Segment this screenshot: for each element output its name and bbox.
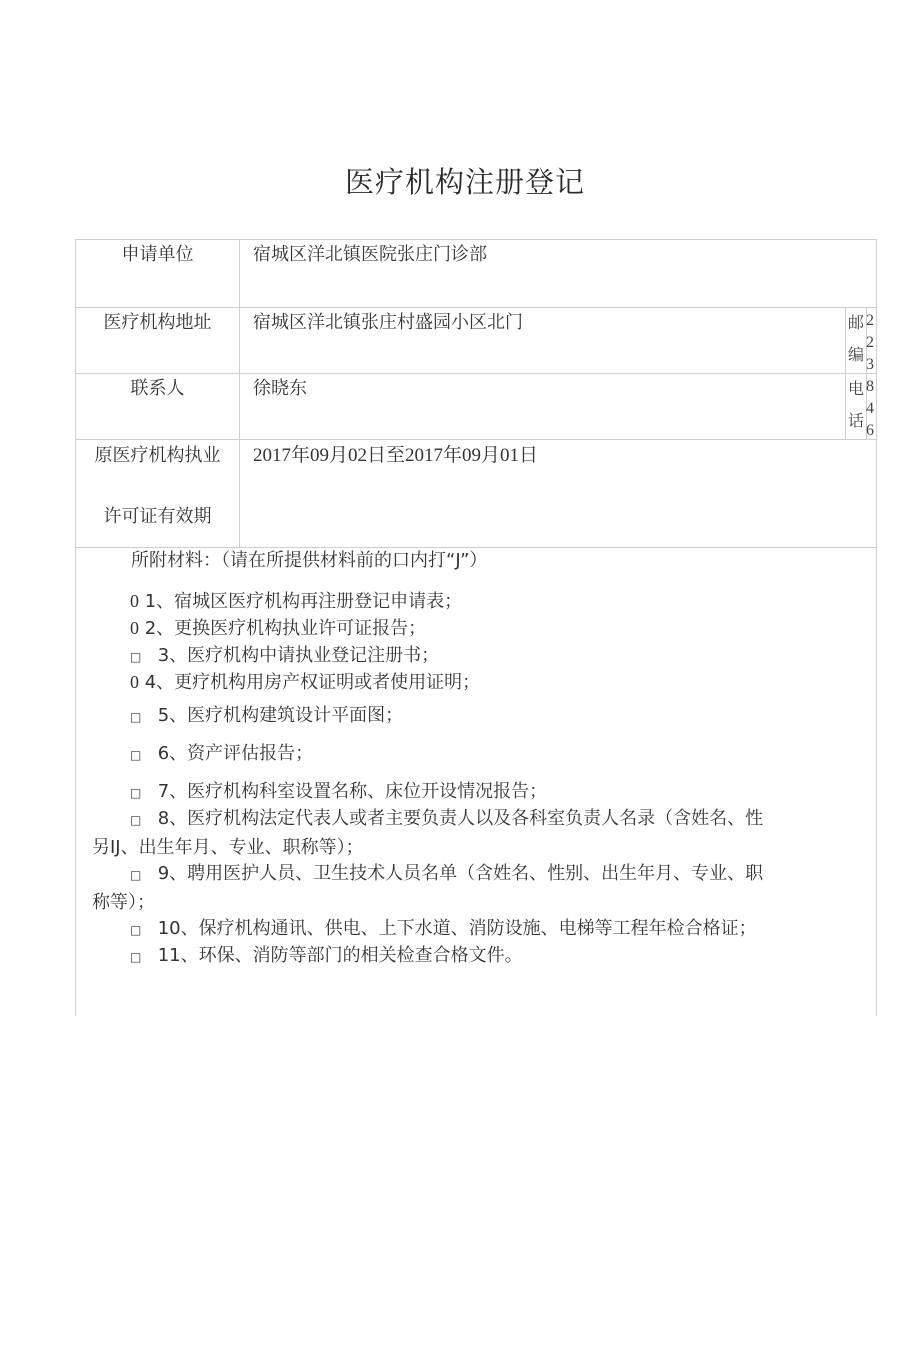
attachment-item bbox=[92, 778, 827, 807]
attachment-mark: 0 bbox=[130, 618, 139, 638]
attachment-text: 5、医疗机构建筑设计平面图； bbox=[157, 705, 404, 726]
contact-value: 徐晓东 bbox=[253, 378, 307, 399]
table-border bbox=[75, 239, 76, 1016]
checkbox-square: □ bbox=[130, 950, 142, 964]
phone-digit: 8 bbox=[866, 378, 874, 395]
phone-label-fragment: 话 bbox=[848, 411, 865, 430]
attachment-text: 6、资产评估报告； bbox=[157, 743, 314, 764]
phone-digit: 4 bbox=[866, 400, 874, 417]
attachment-item bbox=[92, 642, 827, 671]
attachment-text: 11、环保、消防等部门的相关检查合格文件。 bbox=[157, 945, 523, 966]
phone-label-fragment: 电 bbox=[848, 379, 865, 398]
phone-digit: 6 bbox=[866, 422, 874, 439]
attachment-text: 2、更换医疗机构执业许可证报告； bbox=[144, 618, 427, 639]
postcode-digit: 2 bbox=[866, 312, 874, 329]
table-border bbox=[75, 373, 877, 374]
license-label-line2: 许可证有效期 bbox=[103, 506, 212, 527]
license-validity-value: 2017年09月02日至2017年09月01日 bbox=[253, 445, 539, 466]
checkbox-square: □ bbox=[130, 813, 142, 827]
attachment-mark: 0 bbox=[130, 672, 139, 692]
address-label: 医疗机构地址 bbox=[103, 312, 212, 333]
attachment-item bbox=[92, 669, 827, 696]
attachment-item bbox=[92, 860, 827, 916]
address-value: 宿城区洋北镇张庄村盛园小区北门 bbox=[253, 312, 523, 333]
attachment-mark: 0 bbox=[130, 591, 139, 611]
applicant-label: 申请单位 bbox=[121, 244, 194, 265]
attachment-text: 10、保疗机构通讯、供电、上下水道、消防设施、电梯等工程年检合格证； bbox=[157, 918, 757, 939]
checkbox-square: □ bbox=[130, 748, 142, 762]
postcode-label-fragment: 邮 bbox=[848, 313, 865, 332]
attachment-text: 9、聘用医护人员、卫生技术人员名单（含姓名、性别、出生年月、专业、职 bbox=[157, 863, 764, 884]
attachment-text: 3、医疗机构中请执业登记注册书； bbox=[157, 645, 440, 666]
attachment-text-continued: 另IJ、出生年月、专业、职称等）； bbox=[92, 837, 364, 858]
table-border bbox=[239, 239, 240, 547]
attachment-text-continued: 称等）； bbox=[92, 892, 155, 913]
table-border bbox=[75, 307, 877, 308]
attachment-item bbox=[92, 702, 827, 731]
attachments-heading: 所附材料：（请在所提供材料前的口内打“J”） bbox=[131, 550, 488, 571]
attachment-item bbox=[92, 615, 827, 642]
attachment-item bbox=[92, 942, 827, 971]
checkbox-square: □ bbox=[130, 868, 142, 882]
checkbox-square: □ bbox=[130, 650, 142, 664]
attachment-item bbox=[92, 915, 827, 944]
checkbox-square: □ bbox=[130, 786, 142, 800]
document-title: 医疗机构注册登记 bbox=[344, 165, 585, 199]
contact-label: 联系人 bbox=[130, 378, 185, 399]
table-border bbox=[75, 547, 877, 548]
attachment-item bbox=[92, 740, 827, 769]
checkbox-square: □ bbox=[130, 923, 142, 937]
postcode-digit: 2 bbox=[866, 334, 874, 351]
attachment-text: 4、更疗机构用房产权证明或者使用证明； bbox=[144, 672, 481, 693]
attachment-item bbox=[92, 588, 827, 615]
attachment-item bbox=[92, 805, 827, 861]
postcode-digit: 3 bbox=[866, 356, 874, 373]
table-border bbox=[75, 239, 877, 240]
applicant-value: 宿城区洋北镇医院张庄门诊部 bbox=[253, 244, 487, 265]
postcode-label-fragment: 编 bbox=[848, 345, 865, 364]
checkbox-square: □ bbox=[130, 710, 142, 724]
license-label-line1: 原医疗机构执业 bbox=[94, 445, 221, 466]
attachment-text: 8、医疗机构法定代表人或者主要负责人以及各科室负责人名录（含姓名、性 bbox=[157, 808, 764, 829]
attachment-text: 7、医疗机构科室设置名称、床位开设情况报告； bbox=[157, 781, 548, 802]
attachment-text: 1、宿城区医疗机构再注册登记申请表； bbox=[144, 591, 463, 612]
table-border bbox=[75, 439, 877, 440]
table-border bbox=[845, 307, 846, 439]
